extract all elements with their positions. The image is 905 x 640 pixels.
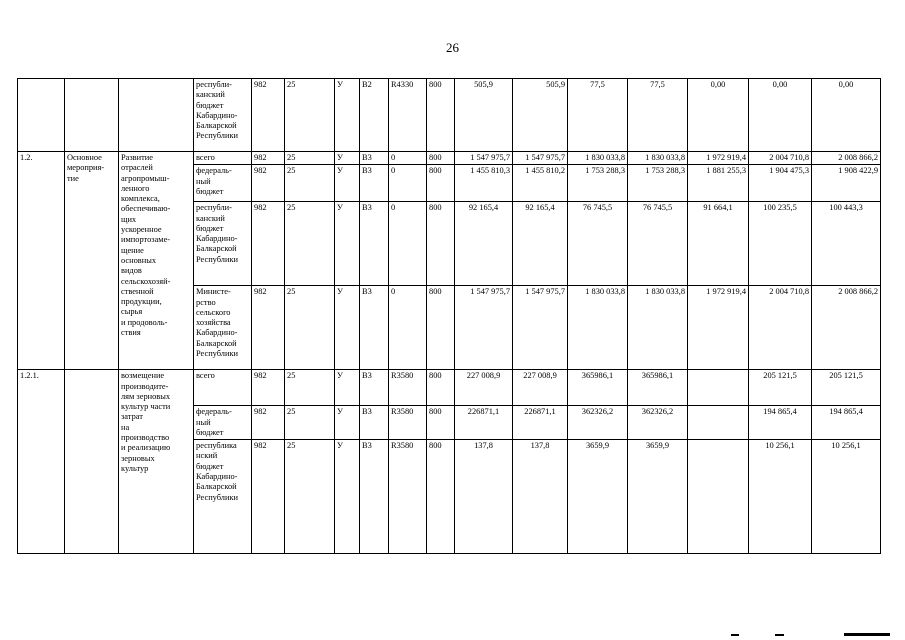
code-cell: 800 [427,370,455,406]
code-cell: 982 [252,152,285,165]
value-cell: 205 121,5 [812,370,881,406]
code-cell: 25 [285,165,335,202]
value-cell: 2 008 866,2 [812,286,881,370]
code-cell: 25 [285,152,335,165]
code-cell: В3 [360,406,389,440]
code-cell: 0 [389,152,427,165]
funding-source: всего [194,370,252,406]
value-cell: 505,9 [455,79,513,152]
code-cell: У [335,202,360,286]
funding-source: республи- канский бюджет Кабардино- Балкарской Республики [194,202,252,286]
row-number [18,79,65,152]
value-cell: 77,5 [568,79,628,152]
value-cell: 1 753 288,3 [628,165,688,202]
code-cell: У [335,286,360,370]
table-row [18,370,881,406]
code-cell: R3580 [389,370,427,406]
funding-source: федераль- ный бюджет [194,165,252,202]
value-cell: 227 008,9 [455,370,513,406]
value-cell: 1 830 033,8 [568,152,628,165]
value-cell: 0,00 [812,79,881,152]
value-cell: 2 004 710,8 [749,152,812,165]
row-type [65,79,119,152]
value-cell: 10 256,1 [749,440,812,554]
value-cell: 1 904 475,3 [749,165,812,202]
value-cell: 1 547 975,7 [513,152,568,165]
funding-source: федераль- ный бюджет [194,406,252,440]
code-cell: У [335,79,360,152]
code-cell: В3 [360,440,389,554]
page-number: 26 [446,40,459,55]
value-cell [688,440,749,554]
value-cell: 365986,1 [628,370,688,406]
code-cell: В3 [360,165,389,202]
value-cell [688,370,749,406]
code-cell: R3580 [389,406,427,440]
code-cell: 25 [285,202,335,286]
value-cell: 137,8 [455,440,513,554]
code-cell: 800 [427,165,455,202]
budget-table [17,78,881,554]
code-cell: В3 [360,152,389,165]
value-cell: 1 830 033,8 [568,286,628,370]
funding-source: Министе- рство сельского хозяйства Кабардино- Балкарской Республики [194,286,252,370]
code-cell: 0 [389,202,427,286]
value-cell: 76 745,5 [568,202,628,286]
value-cell: 1 547 975,7 [455,152,513,165]
value-cell: 226871,1 [513,406,568,440]
value-cell: 100 443,3 [812,202,881,286]
code-cell: 25 [285,286,335,370]
code-cell: R3580 [389,440,427,554]
value-cell: 3659,9 [628,440,688,554]
value-cell: 227 008,9 [513,370,568,406]
code-cell: 0 [389,165,427,202]
code-cell: 982 [252,440,285,554]
code-cell: 25 [285,406,335,440]
code-cell: 0 [389,286,427,370]
code-cell: 800 [427,79,455,152]
code-cell: В3 [360,370,389,406]
value-cell: 1 972 919,4 [688,286,749,370]
row-type: Основное мероприя- тие [65,152,119,370]
value-cell: 92 165,4 [513,202,568,286]
row-type [65,370,119,554]
value-cell: 1 547 975,7 [455,286,513,370]
value-cell: 2 008 866,2 [812,152,881,165]
code-cell: 982 [252,202,285,286]
value-cell: 1 547 975,7 [513,286,568,370]
code-cell: 982 [252,165,285,202]
code-cell: 25 [285,370,335,406]
value-cell: 505,9 [513,79,568,152]
value-cell: 77,5 [628,79,688,152]
value-cell: 362326,2 [568,406,628,440]
table-row [18,79,881,152]
value-cell: 3659,9 [568,440,628,554]
code-cell: 982 [252,370,285,406]
value-cell: 1 881 255,3 [688,165,749,202]
value-cell: 362326,2 [628,406,688,440]
value-cell: 10 256,1 [812,440,881,554]
value-cell: 194 865,4 [812,406,881,440]
code-cell: 982 [252,406,285,440]
value-cell: 0,00 [688,79,749,152]
code-cell: 800 [427,286,455,370]
value-cell: 91 664,1 [688,202,749,286]
code-cell: R4330 [389,79,427,152]
value-cell: 226871,1 [455,406,513,440]
value-cell: 1 972 919,4 [688,152,749,165]
value-cell: 1 908 422,9 [812,165,881,202]
row-number: 1.2.1. [18,370,65,554]
code-cell: 25 [285,440,335,554]
value-cell [688,406,749,440]
funding-source: республика нский бюджет Кабардино- Балкарской Республики [194,440,252,554]
value-cell: 194 865,4 [749,406,812,440]
code-cell: У [335,406,360,440]
row-number: 1.2. [18,152,65,370]
value-cell: 2 004 710,8 [749,286,812,370]
code-cell: В2 [360,79,389,152]
code-cell: 800 [427,202,455,286]
code-cell: В3 [360,286,389,370]
funding-source: всего [194,152,252,165]
value-cell: 76 745,5 [628,202,688,286]
value-cell: 100 235,5 [749,202,812,286]
code-cell: У [335,165,360,202]
row-name: Развитие отраслей агропромыш- ленного комплекса, обеспечиваю- щих ускоренное импортозаме- щение основных видов сельскохозяй- ственной продукции, сырья и продоволь- ствия [119,152,194,370]
row-name [119,79,194,152]
value-cell: 1 830 033,8 [628,152,688,165]
value-cell: 1 455 810,2 [513,165,568,202]
value-cell: 1 455 810,3 [455,165,513,202]
code-cell: В3 [360,202,389,286]
code-cell: 800 [427,406,455,440]
value-cell: 205 121,5 [749,370,812,406]
code-cell: У [335,370,360,406]
table-row [18,152,881,165]
code-cell: 25 [285,79,335,152]
value-cell: 137,8 [513,440,568,554]
value-cell: 1 830 033,8 [628,286,688,370]
funding-source: республи- канский бюджет Кабардино- Балкарской Республики [194,79,252,152]
code-cell: У [335,152,360,165]
code-cell: 800 [427,152,455,165]
value-cell: 0,00 [749,79,812,152]
row-name: возмещение производите- лям зерновых культур части затрат на производство и реализацию зерновых культур [119,370,194,554]
code-cell: 982 [252,79,285,152]
value-cell: 365986,1 [568,370,628,406]
code-cell: У [335,440,360,554]
code-cell: 982 [252,286,285,370]
value-cell: 1 753 288,3 [568,165,628,202]
code-cell: 800 [427,440,455,554]
value-cell: 92 165,4 [455,202,513,286]
